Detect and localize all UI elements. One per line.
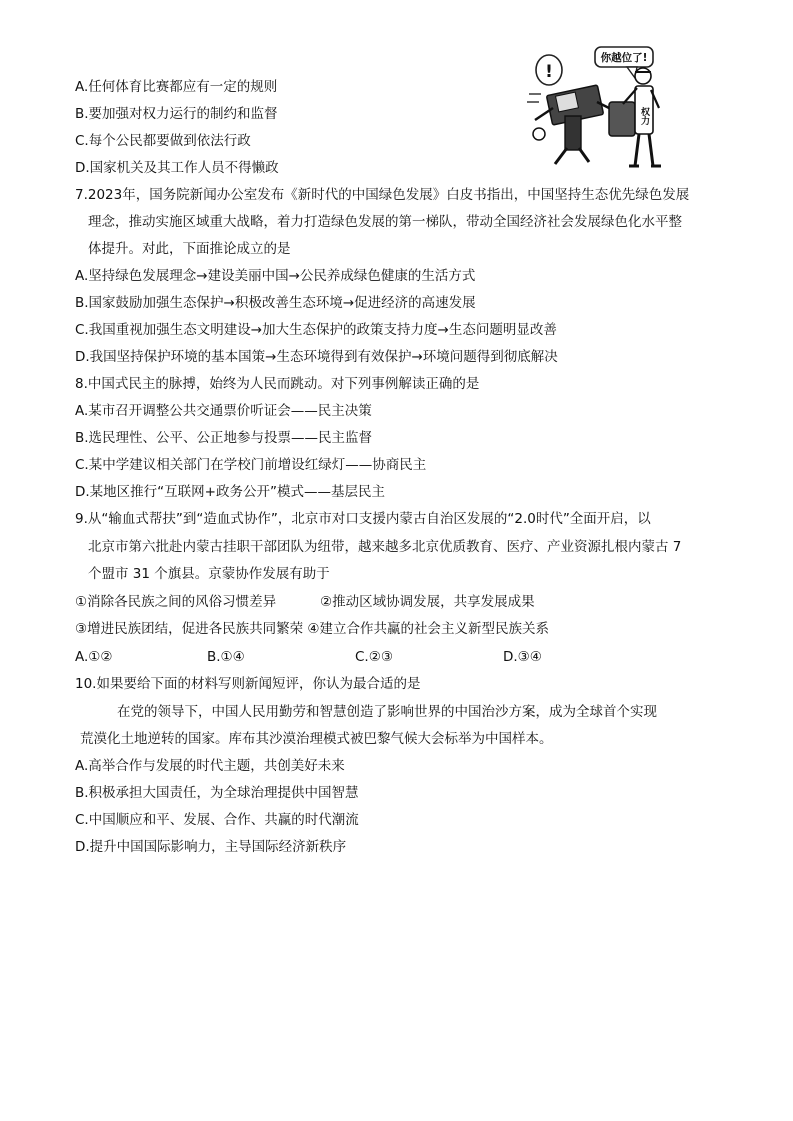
svg-text:!: ! bbox=[545, 62, 553, 82]
q8-option-b: B.选民理性、公平、公正地参与投票——民主监督 bbox=[75, 430, 373, 446]
q10-material-line-2: 荒漠化土地逆转的国家。库布其沙漠治理模式被巴黎气候大会标举为中国样本。 bbox=[80, 731, 553, 747]
speech-bubble-text: 你越位了! bbox=[600, 52, 648, 64]
q8-option-d: D.某地区推行“互联网+政务公开”模式——基层民主 bbox=[75, 484, 385, 500]
q6-option-b: B.要加强对权力运行的制约和监督 bbox=[75, 106, 278, 122]
q6-option-d: D.国家机关及其工作人员不得懒政 bbox=[75, 160, 279, 176]
q9-option-b: B.①④ bbox=[207, 649, 245, 665]
q8-option-a: A.某市召开调整公共交通票价听证会——民主决策 bbox=[75, 403, 372, 419]
q10-stem: 10.如果要给下面的材料写则新闻短评，你认为最合适的是 bbox=[75, 676, 421, 692]
q7-stem-line-3: 体提升。对此，下面推论成立的是 bbox=[88, 241, 291, 257]
q7-option-c: C.我国重视加强生态文明建设→加大生态保护的政策支持力度→生态问题明显改善 bbox=[75, 322, 557, 338]
q9-stem-line-3: 个盟市 31 个旗县。京蒙协作发展有助于 bbox=[88, 566, 330, 582]
q9-option-a: A.①② bbox=[75, 649, 113, 665]
q7-stem-line-2: 理念，推动实施区域重大战略，着力打造绿色发展的第一梯队，带动全国经济社会发展绿色化水平整 bbox=[88, 214, 682, 230]
cartoon-illustration bbox=[527, 44, 673, 174]
q9-stem-line-2: 北京市第六批赴内蒙古挂职干部团队为纽带，越来越多北京优质教育、医疗、产业资源扎根内蒙古 7 bbox=[88, 539, 682, 555]
q9-option-d: D.③④ bbox=[503, 649, 542, 665]
q10-option-b: B.积极承担大国责任，为全球治理提供中国智慧 bbox=[75, 785, 359, 801]
q6-option-c: C.每个公民都要做到依法行政 bbox=[75, 133, 251, 149]
q9-option-c: C.②③ bbox=[355, 649, 393, 665]
q9-stem-line-1: 9.从“输血式帮扶”到“造血式协作”，北京市对口支援内蒙古自治区发展的“2.0时代”全面开启，以 bbox=[75, 511, 651, 527]
q10-option-c: C.中国顺应和平、发展、合作、共赢的时代潮流 bbox=[75, 812, 359, 828]
cartoon-label-text: 权力 bbox=[639, 107, 649, 125]
q9-item-3-4: ③增进民族团结，促进各民族共同繁荣 ④建立合作共赢的社会主义新型民族关系 bbox=[75, 621, 549, 637]
q6-option-a: A.任何体育比赛都应有一定的规则 bbox=[75, 79, 278, 95]
q7-stem-line-1: 7.2023年，国务院新闻办公室发布《新时代的中国绿色发展》白皮书指出，中国坚持生态优先绿色发展 bbox=[75, 187, 690, 203]
q10-option-a: A.高举合作与发展的时代主题，共创美好未来 bbox=[75, 758, 345, 774]
q9-item-2: ②推动区域协调发展，共享发展成果 bbox=[320, 594, 535, 610]
q10-option-d: D.提升中国国际影响力，主导国际经济新秩序 bbox=[75, 839, 347, 855]
q8-option-c: C.某中学建议相关部门在学校门前增设红绿灯——协商民主 bbox=[75, 457, 427, 473]
cartoon-drawing bbox=[527, 44, 673, 174]
q10-material-line-1: 在党的领导下，中国人民用勤劳和智慧创造了影响世界的中国治沙方案，成为全球首个实现 bbox=[117, 704, 657, 720]
q7-option-a: A.坚持绿色发展理念→建设美丽中国→公民养成绿色健康的生活方式 bbox=[75, 268, 476, 284]
q8-stem: 8.中国式民主的脉搏，始终为人民而跳动。对下列事例解读正确的是 bbox=[75, 376, 480, 392]
q9-item-1: ①消除各民族之间的风俗习惯差异 bbox=[75, 594, 277, 610]
q7-option-d: D.我国坚持保护环境的基本国策→生态环境得到有效保护→环境问题得到彻底解决 bbox=[75, 349, 558, 365]
q7-option-b: B.国家鼓励加强生态保护→积极改善生态环境→促进经济的高速发展 bbox=[75, 295, 476, 311]
